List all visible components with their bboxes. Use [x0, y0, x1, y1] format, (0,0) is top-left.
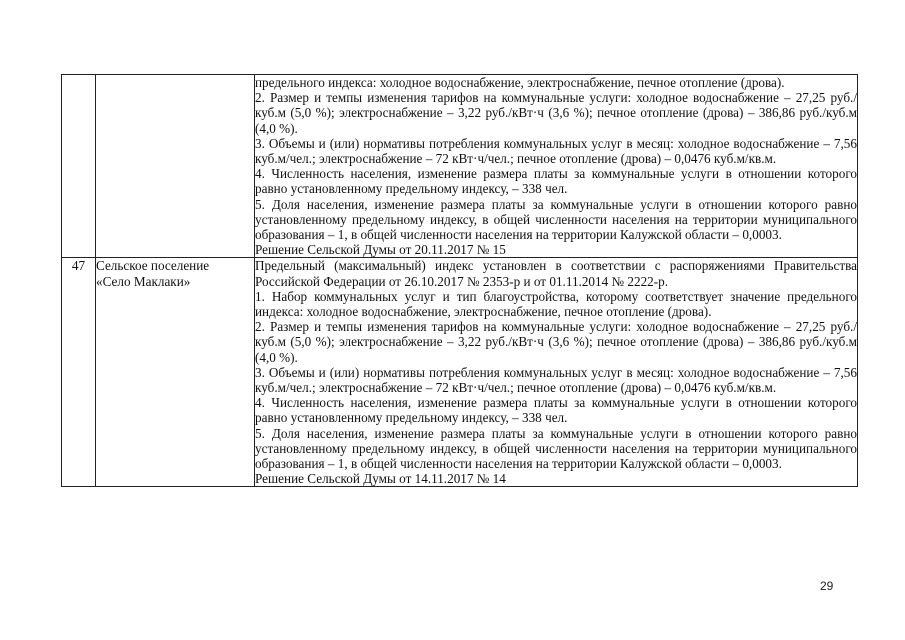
paragraph: 5. Доля населения, изменение размера платы за коммунальные услуги в отношении которого равно установленному предельному индексу, в общей численности населения на территории муниципального образования – 1, в общей численности населения на территории Калужской области – 0,0003. [255, 196, 857, 243]
paragraph: 1. Набор коммунальных услуг и тип благоустройства, которому соответствует значение предельного индекса: холодное водоснабжение, электроснабжение, печное отопление (дрова). [255, 288, 857, 320]
paragraph: 4. Численность населения, изменение размера платы за коммунальные услуги в отношении которого равно установленному предельному индексу, – 338 чел. [255, 395, 857, 426]
details-cell [255, 75, 858, 258]
paragraph: предельного индекса: холодное водоснабжение, электроснабжение, печное отопление (дрова). [255, 75, 785, 90]
decision-reference: Решение Сельской Думы от 14.11.2017 № 14 [255, 471, 506, 487]
row-number-cell [62, 75, 96, 258]
paragraph: 5. Доля населения, изменение размера платы за коммунальные услуги в отношении которого равно установленному предельному индексу, в общей численности населения на территории муниципального образования – 1, в общей численности населения на территории Калужской области – 0,0003. [255, 425, 857, 472]
table-row [62, 258, 858, 487]
settlement-name-line: Сельское поселение [96, 258, 210, 274]
decision-reference: Решение Сельской Думы от 20.11.2017 № 15 [255, 242, 506, 258]
row-number-cell: 47 [62, 258, 96, 487]
settlement-name-cell [96, 75, 255, 258]
paragraph: 3. Объемы и (или) нормативы потребления коммунальных услуг в месяц: холодное водоснабжение – 7,56 куб.м/чел.; электроснабжение – 72 кВт·ч/чел.; печное отопление (дрова) – 0,0476 куб.м/кв.м. [255, 135, 857, 167]
paragraph: 2. Размер и темпы изменения тарифов на коммунальные услуги: холодное водоснабжение – 27,25 руб./куб.м (5,0 %); электроснабжение – 3,22 руб./кВт·ч (3,6 %); печное отопление (дрова) – 386,86 руб./куб.м (4,0 %). [255, 90, 857, 136]
paragraph: Предельный (максимальный) индекс установлен в соответствии с распоряжениями Правительства Российской Федерации от 26.10.2017 № 2353-р и от 01.11.2014 № 2222-р. [255, 258, 857, 289]
settlement-name-line: «Село Маклаки» [96, 273, 191, 289]
page-number: 29 [820, 579, 834, 593]
tariff-table [61, 74, 858, 487]
paragraph: 2. Размер и темпы изменения тарифов на коммунальные услуги: холодное водоснабжение – 27,25 руб./куб.м (5,0 %); электроснабжение – 3,22 руб./кВт·ч (3,6 %); печное отопление (дрова) – 386,86 руб./куб.м (4,0 %). [255, 319, 857, 365]
settlement-name-cell [96, 258, 255, 487]
paragraph: 4. Численность населения, изменение размера платы за коммунальные услуги в отношении которого равно установленному предельному индексу, – 338 чел. [255, 166, 857, 197]
details-cell [255, 258, 858, 487]
paragraph: 3. Объемы и (или) нормативы потребления коммунальных услуг в месяц: холодное водоснабжение – 7,56 куб.м/чел.; электроснабжение – 72 кВт·ч/чел.; печное отопление (дрова) – 0,0476 куб.м/кв.м. [255, 364, 857, 396]
table-row [62, 75, 858, 258]
